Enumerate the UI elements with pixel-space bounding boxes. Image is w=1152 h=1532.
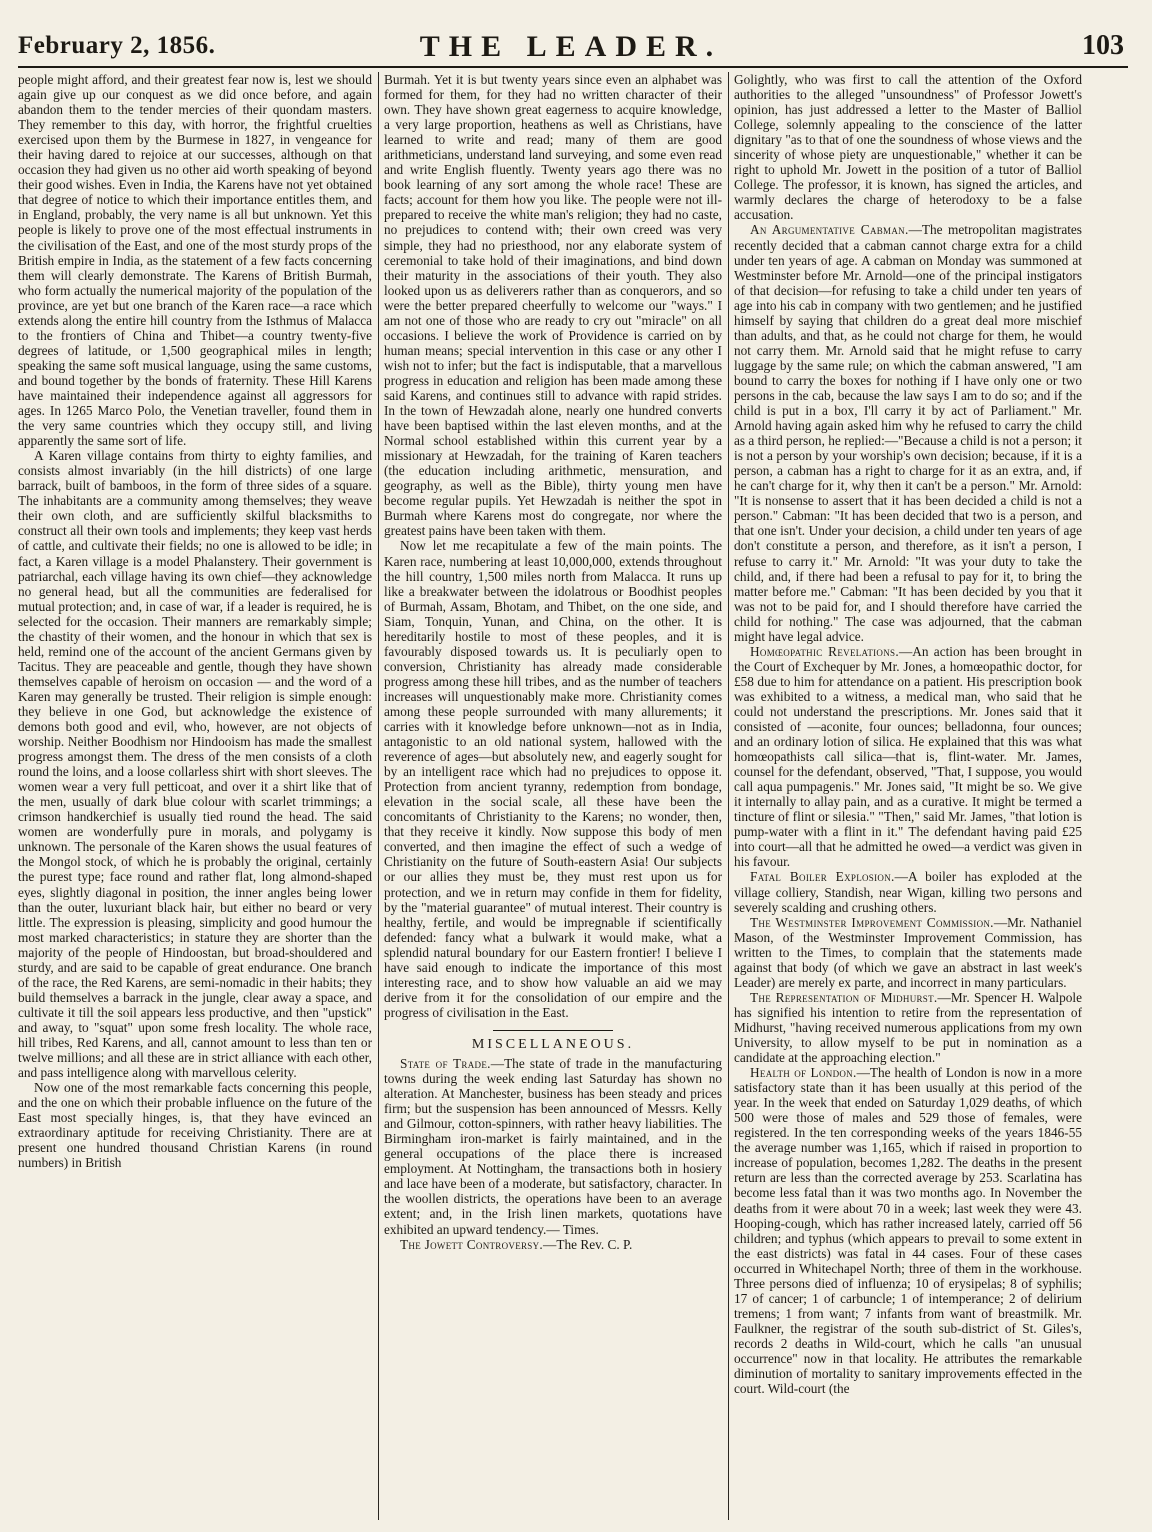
page-number: 103	[1082, 30, 1124, 61]
masthead-rule	[18, 66, 1128, 68]
column-1	[18, 72, 372, 1527]
column-3	[734, 72, 1082, 1527]
news-item-body: —A boiler has exploded at the village colliery, Standish, near Wigan, killing two persons and severely scalding and crushing others.	[734, 869, 1082, 915]
col1-paragraph: Now one of the most remarkable facts concerning this people, and the one on which their probable influence on the future of the East most specially hinges, is, that they have evinced an extraordinary aptitude for receiving Christianity. There are at present one hundred thousand Christian Karens (in round numbers) in British	[18, 1080, 372, 1171]
news-item-boiler	[734, 869, 1082, 914]
column-divider	[728, 72, 729, 1520]
newspaper-title: THE LEADER.	[419, 30, 723, 63]
miscellaneous-heading: MISCELLANEOUS.	[471, 1036, 635, 1052]
news-item-body: —Mr. Nathaniel Mason, of the Westminster Improvement Commission, has written to the Times, to complain that the statements made against that body (of which we gave an abstract in last week's Leader) are merely ex parte, and incorrect in many particulars.	[734, 914, 1082, 990]
news-item-health	[734, 1065, 1082, 1396]
col1-paragraph: people might afford, and their greatest fear now is, lest we should again give up our conquest as we did once before, and again abandon them to the tender mercies of their quondam masters. They remember to this day, with horror, the frightful cruelties exercised upon them by the Burmese in 1827, in vengeance for their having dared to rejoice at our successes, although on that occasion they had given us no other aid worth speaking of beyond their good wishes. Even in India, the Karens have not yet obtained that degree of notice to which their importance entitles them, and in England, probably, the very name is all but unknown. Yet this people is likely to prove one of the most effectual instruments in the civilisation of the East, and one of the most sturdy props of the British empire in India, as the statement of a few facts concerning them will clearly demonstrate. The Karens of British Burmah, who form actually the numerical majority of the population of the province, are yet but one branch of the Karen race—a race which extends along the entire hill country from the Isthmus of Malacca to the frontiers of China and Thibet—a country twenty-five degrees of latitude, or 1,500 geographical miles in length; speaking the same soft musical language, using the same customs, and bound together by the bonds of fraternity. These Hill Karens have maintained their independence against all aggressors for ages. In 1265 Marco Polo, the Venetian traveller, found them in the very same countries which they occupy still, and living apparently the same sort of life.	[18, 72, 372, 449]
news-item-title: Health of London.	[750, 1065, 857, 1081]
news-item-title: State of Trade.	[400, 1056, 491, 1071]
news-item-title: Homœopathic Revelations.	[750, 643, 899, 659]
news-item-body: —The state of trade in the manufacturing towns during the week ending last Saturday has shown no alteration. At Manchester, business has been steady and prices firm; but the suspension has been announced of Messrs. Kelly and Gilmour, cotton-spinners, with rather heavy liabilities. The Birmingham iron-market is fairly maintained, and in the general occupations of the place there is increased employment. At Nottingham, the transactions both in hosiery and lace have been of a moderate, but satisfactory, character. In the woollen districts, the operations have been to an average extent; and, in the Irish linen markets, quotations have exhibited an upward tendency.— Times.	[384, 1056, 722, 1237]
col2-paragraph: Burmah. Yet it is but twenty years since even an alphabet was formed for them, for they had no written character of their own. They have shown great eagerness to acquire knowledge, a very large proportion, heathens as well as Christians, have learned to write and read; many of them are good arithmeticians, understand land surveying, and some even read and write English fluently. Twenty years ago there was no book learning of any sort among the whole race! These are facts; account for them how you like. The people were not ill-prepared to receive the white man's religion; they had no caste, no prejudices to contend with; their own creed was very simple, they had no priesthood, nor any elaborate system of ceremonial to take hold of their imaginations, and bind down their maturity in the associations of their youth. They also looked upon us as deliverers rather than as conquerors, and so were the better prepared cheerfully to welcome our "ways." I am not one of those who are ready to cry out "miracle" on all occasions. I believe the work of Providence is carried on by human means; special intervention in this case or any other I wish not to infer; but the fact is indisputable, that a marvellous progress in education and religion has been made among these said Karens, and continues still to advance with rapid strides. In the town of Hewzadah alone, nearly one hundred converts have been baptised within the last eleven months, and at the Normal school established within this current year by a missionary at Hewzadah, for the training of Karen teachers (the education including arithmetic, mensuration, and geography, as well as the Bible), thirty young men have become regular pupils. Yet Hewzadah is neither the spot in Burmah where Karens most do congregate, nor where the greatest pains have been taken with them.	[384, 72, 722, 539]
news-item-body: —The health of London is now in a more satisfactory state than it has been usually at this period of the year. In the week that ended on Saturday 1,029 deaths, of which 500 were those of males and 529 those of females, were registered. In the ten corresponding weeks of the years 1846-55 the average number was 1,165, which if raised in proportion to increase of population, becomes 1,282. The deaths in the present return are less than the corrected average by 253. Scarlatina has become less fatal than it was two months ago. In November the deaths from it were about 70 in a week; last week they were 43. Hooping-cough, which has rather increased lately, carried off 56 children; and typhus (which appears to prevail to some extent in the east districts) was fatal in 44 cases. Four of these cases occurred in Whitechapel North; three of them in the workhouse. Three persons died of influenza; 10 of erysipelas; 8 of syphilis; 17 of cancer; 1 of carbuncle; 1 of intemperance; 2 of delirium tremens; 1 from want; 7 infants from want of breastmilk. Mr. Faulkner, the registrar of the south sub-district of St. Giles's, records 2 deaths in Wild-court, which he calls "an unusual occurrence" now in that locality. He attributes the remarkable diminution of mortality to sanitary improvements effected in the court. Wild-court (the	[734, 1065, 1082, 1397]
news-item-body: —Mr. Spencer H. Walpole has signified his intention to retire from the representation of Midhurst, "having received numerous applications from my own University, to allow myself to be put in nomination as a candidate at the approaching election."	[734, 989, 1082, 1066]
news-item-westminster	[734, 915, 1082, 990]
news-item-body: —An action has been brought in the Court of Exchequer by Mr. Jones, a homœopathic doctor, for £58 due to him for attendance on a patient. His prescription book was exhibited to a witness, a medical man, who said that he could not understand the prescriptions. Mr. Jones said that it consisted of —aconite, four ounces; belladonna, four ounces; and an ordinary lotion of silica. He explained that this was what homœopathists call silica—that is, flint-water. Mr. James, counsel for the defendant, observed, "That, I suppose, you would call aqua pumpagenis." Mr. Jones said, "It might be so. We give it internally to allay pain, and as a curative. It might be termed a tincture of flint or silesia." "Then," said Mr. James, "that lotion is pump-water with a flint in it." The defendant having paid £25 into court—all that he admitted he owed—a verdict was given in his favour.	[734, 643, 1082, 870]
news-item-homoeopathic	[734, 644, 1082, 870]
masthead	[18, 24, 1124, 70]
news-item-title: An Argumentative Cabman.	[750, 222, 909, 238]
news-item-title: The Representation of Midhurst.	[750, 989, 938, 1005]
news-item-title: The Westminster Improvement Commission.	[750, 914, 994, 930]
column-divider	[378, 72, 379, 1520]
news-item-body: —The Rev. C. P.	[543, 1236, 633, 1252]
news-item-cabman	[734, 222, 1082, 643]
news-item-body: —The metropolitan magistrates recently decided that a cabman cannot charge extra for a child under ten years of age. A cabman on Monday was summoned at Westminster before Mr. Arnold—one of the principal instigators of that decision—for refusing to take a child under ten years of age into his cab in company with two gentlemen; and he justified himself by saying that children do a great deal more mischief than adults, and that, as he could not charge for them, he would not carry them. Mr. Arnold said that he might refuse to carry luggage by the same rule; on which the cabman answered, "I am bound to carry the boxes for nothing if I have only one or two persons in the cab, because the law says I am to do so; and if the child is put in a box, I'll carry it by act of Parliament." Mr. Arnold having again asked him why he refused to carry the child as a third person, he replied:—"Because a child is not a person; it is not a person by your worship's own decision; because, if it is a person, a cabman has a right to charge for it as an extra, and, if he can't charge for it, why then it can't be a person." Mr. Arnold: "It is nonsense to assert that it has been decided a child is not a person." Cabman: "It has been decided that two is a person, and that one isn't. Under your decision, a child under ten years of age don't constitute a person, and therefore, as it isn't a person, I refuse to carry it." Mr. Arnold: "It was your duty to take the child, and, if there had been a refusal to pay for it, to bring the matter before me." Cabman: "It has been decided by you that it was not to be paid for, and I should therefore have carried the child for nothing." The case was adjourned, that the cabman might have legal advice.	[734, 222, 1082, 644]
news-item-title: Fatal Boiler Explosion.	[750, 869, 895, 885]
col1-paragraph: A Karen village contains from thirty to eighty families, and consists almost invariably (in the hill districts) of one large barrack, built of bamboos, in the form of three sides of a square. The inhabitants are a community among themselves; they weave their own cloth, and are sufficiently skilful blacksmiths to construct all their own tools and implements; they keep vast herds of cattle, and cultivate their fields; no one is allowed to be idle; in fact, a Karen village is a model Phalanstery. Their government is patriarchal, each village having its own chief—they acknowledge no general head, but all the communities are federalised for mutual protection; and, in case of war, if a leader is required, he is selected for the occasion. Their manners are remarkably simple; the chastity of their women, and the honour in which that sex is held, remind one of the account of the ancient Germans given by Tacitus. They are peaceable and gentle, though they have shown themselves capable of heroism on occasion — and the word of a Karen may generally be trusted. Their religion is simple enough: they believe in one God, but acknowledge the existence of demons both good and evil, who, however, are not objects of worship. Neither Boodhism nor Hindooism has made the smallest progress amongst them. The dress of the men consists of a cloth round the loins, and a loose collarless shirt with short sleeves. The women wear a very full petticoat, and over it a shirt like that of the men, usually of dark blue colour with scarlet trimmings; a crimson handkerchief is usually tied round the head. The said women are wonderfully pure in morals, and polygamy is unknown. The personale of the Karen shows the usual features of the Mongol stock, of which he is probably the original, certainly the purest type; face round and rather flat, long almond-shaped eyes, slightly diagonal in position, the inner angles being lower than the outer, luxuriant black hair, but either no beard or very little. The expression is pleasing, simplicity and good humour the most marked characteristics; in stature they are shorter than the majority of the people of Hindoostan, but broad-shouldered and sturdy, and are said to be capable of great endurance. One branch of the race, the Red Karens, are semi-nomadic in their habits; they build themselves a barrack in the jungle, clear away a space, and cultivate it till the soil appears less productive, and then "upstick" and away, to "squat" upon some fresh locality. The whole race, hill tribes, Red Karens, and all, cannot amount to less than ten or twelve millions; and all these are in strict alliance with each other, and pass intelligence along with marvellous celerity.	[18, 448, 372, 1081]
issue-date: February 2, 1856.	[18, 32, 216, 59]
section-rule	[493, 1030, 613, 1031]
news-item-title: The Jowett Controversy.	[400, 1236, 544, 1252]
news-item-midhurst	[734, 990, 1082, 1065]
col3-paragraph: Golightly, who was first to call the attention of the Oxford authorities to the alleged "unsoundness" of Professor Jowett's opinion, has just addressed a letter to the Master of Balliol College, solemnly appealing to the conscience of the latter dignitary "as to that of one the soundness of whose views and the sincerity of whose piety are unquestionable," whether it can be right to uphold Mr. Jowett in the position of a tutor of Balliol College. The professor, it is known, has signed the articles, and warmly declares the charge of heterodoxy to be a false accusation.	[734, 72, 1082, 223]
news-item-jowett	[384, 1237, 722, 1252]
news-item-trade	[384, 1056, 722, 1237]
column-2	[384, 72, 722, 1527]
col2-paragraph: Now let me recapitulate a few of the main points. The Karen race, numbering at least 10,000,000, extends throughout the hill country, 1,500 miles north from Malacca. It runs up like a breakwater between the idolatrous or Boodhist peoples of Burmah, Assam, Bhotam, and Thibet, on the one side, and Siam, Tonquin, Yunan, and China, on the other. It is hereditarily hostile to most of these peoples, and it is favourably disposed towards us. It is peculiarly open to conversion, Christianity has already made considerable progress among these hill tribes, and as the number of teachers increases will unquestionably make more. Christianity comes among these people surrounded with many allurements; it carries with it knowledge before unknown—not as in India, antagonistic to an old national system, hallowed with the reverence of ages—but absolutely new, and eagerly sought for by an intelligent race which had no prejudices to oppose it. Protection from ancient tyranny, redemption from bondage, elevation in the social scale, all these have been the concomitants of Christianity to the Karens; no wonder, then, that they receive it kindly. Now suppose this body of men converted, and then imagine the effect of such a wedge of Christianity on the future of South-eastern Asia! Our subjects or our allies they must be, they must rest upon us for protection, and we in return may confide in them for fidelity, by the "material guarantee" of mutual interest. Their country is healthy, fertile, and would be impregnable if scientifically defended: fancy what a bulwark it would make, what a splendid natural boundary for our Eastern frontier! I believe I have said enough to indicate the importance of this most interesting race, and to show how valuable an aid we may derive from it for the consolidation of our empire and the progress of civilisation in the East.	[384, 538, 722, 1020]
